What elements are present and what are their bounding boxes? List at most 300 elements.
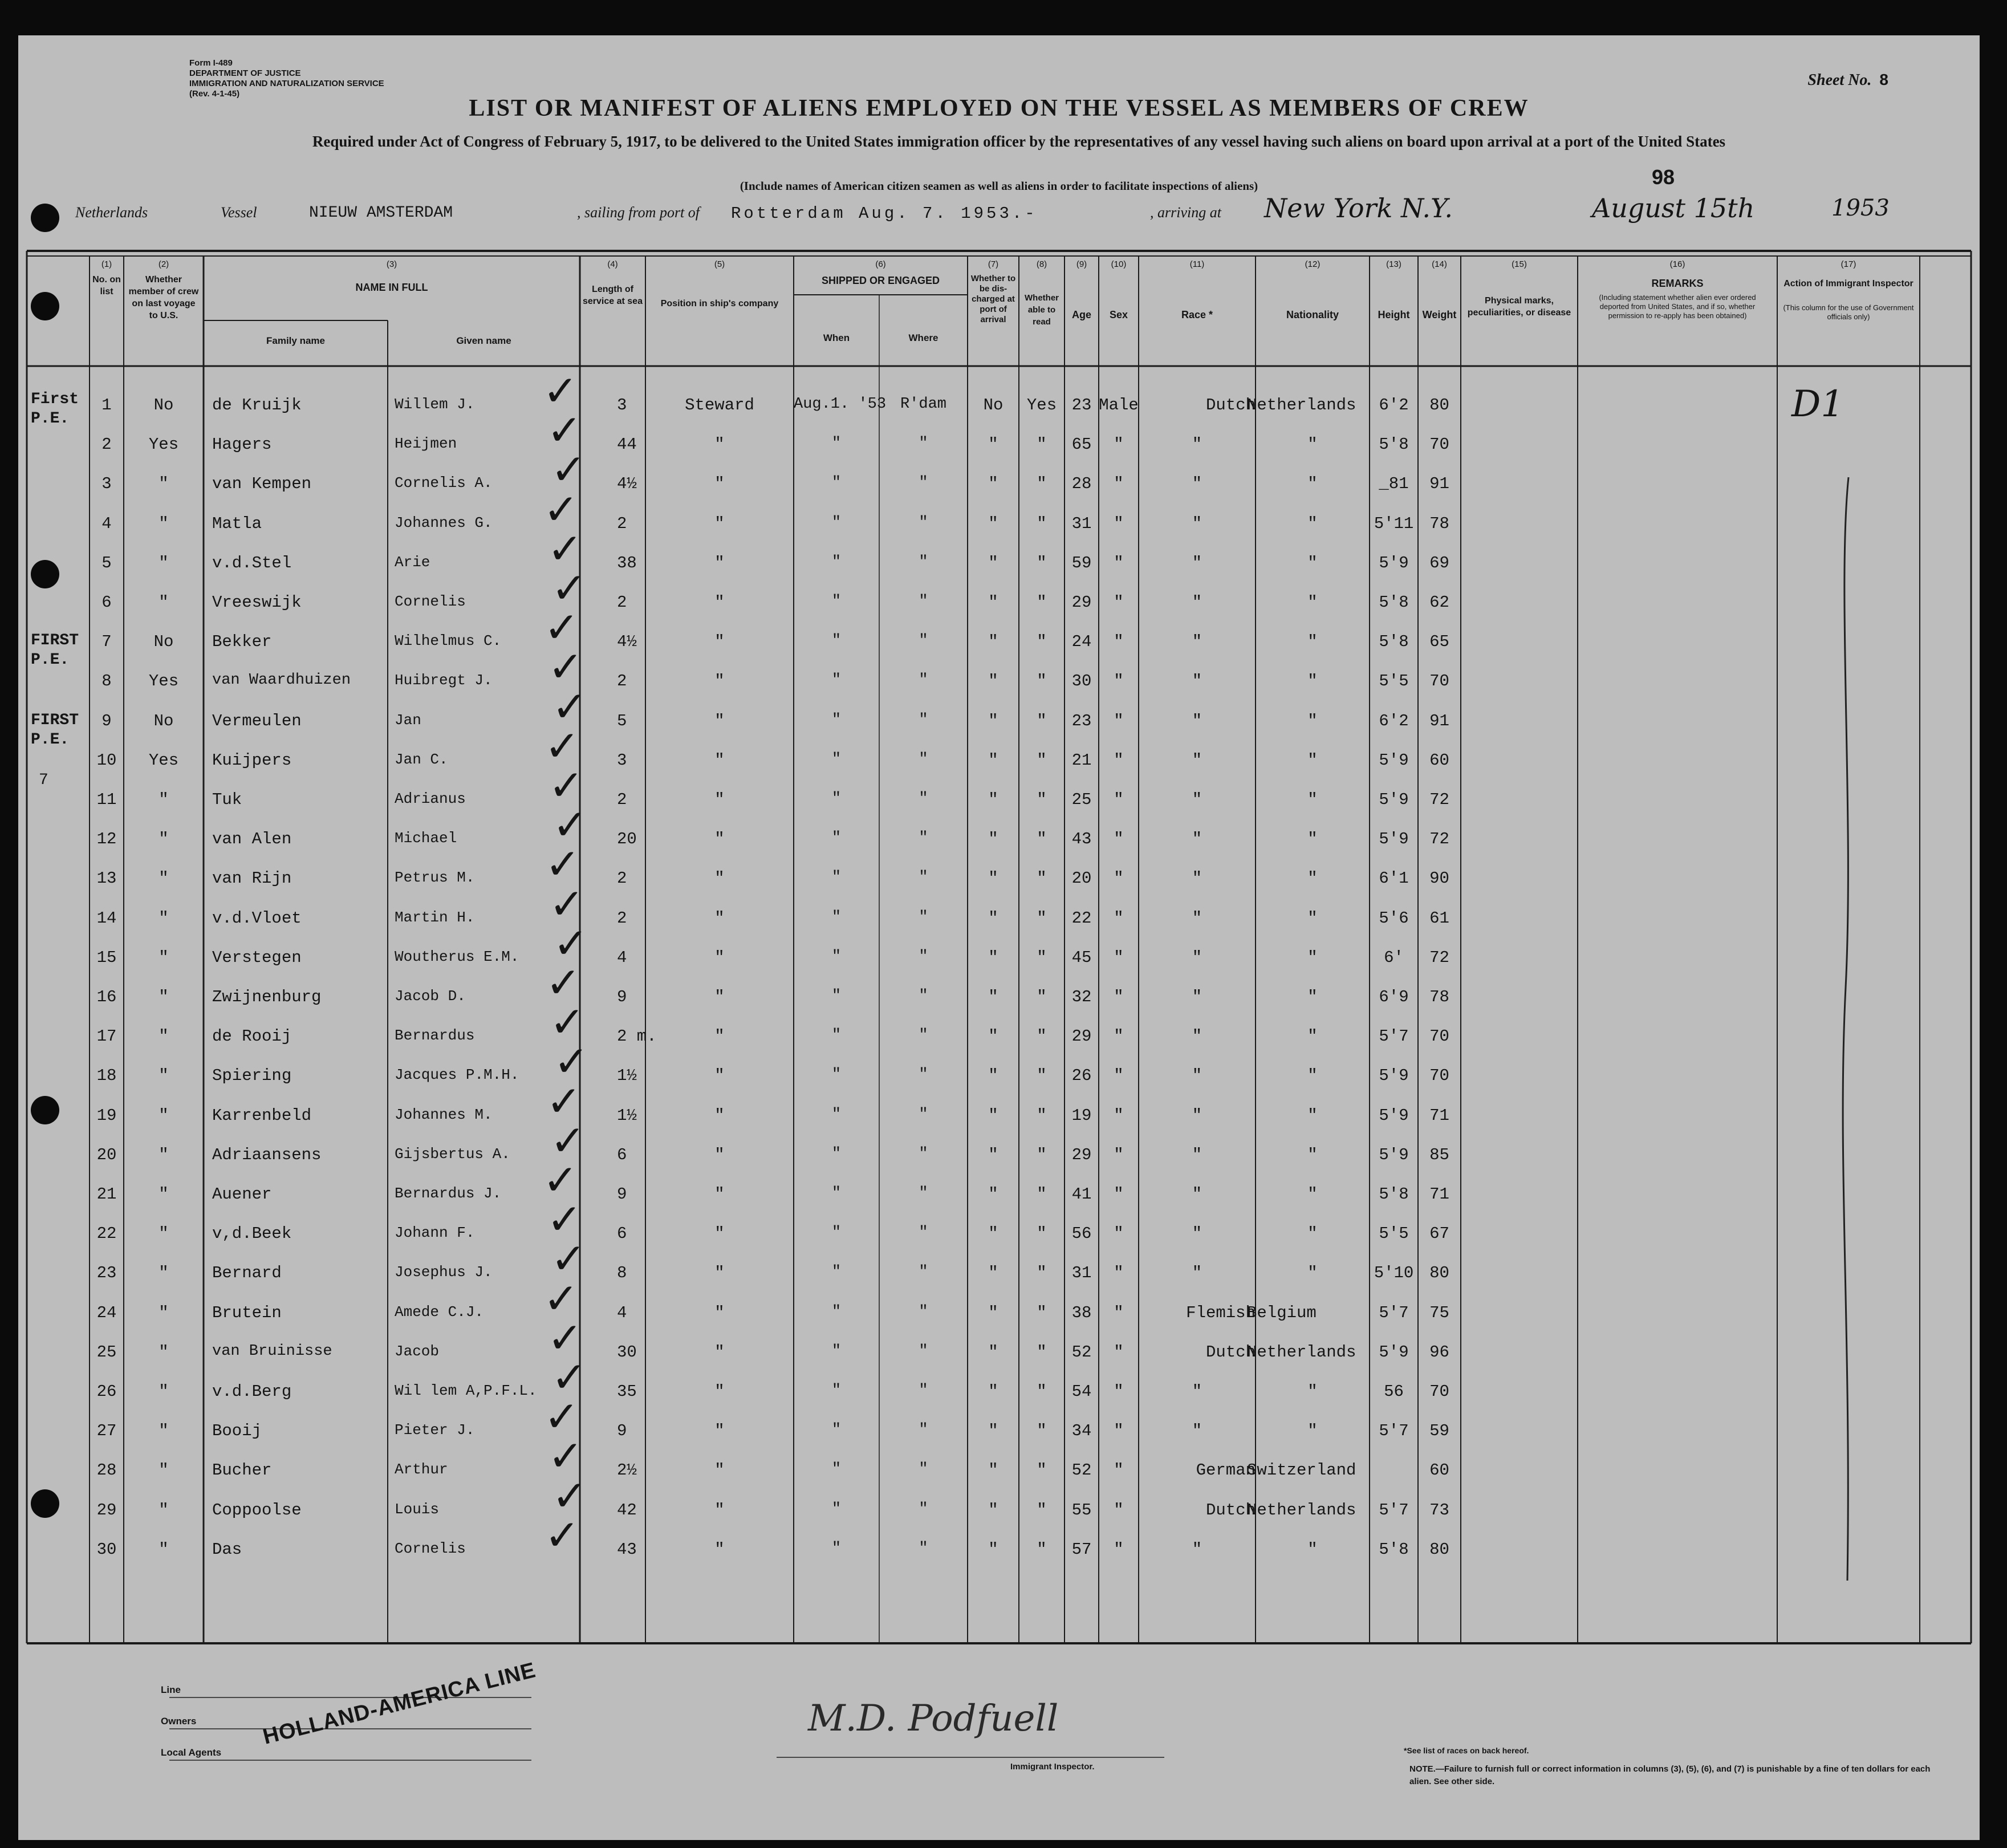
shipped-where-cell: " [919,1303,928,1321]
col-header: Whether to be dis-charged at port of arrival [970,274,1016,324]
shipped-where-cell: " [919,553,928,571]
race-cell: " [1192,750,1202,770]
height-cell: 5'8 [1379,1540,1409,1559]
nationality-cell: " [1307,908,1318,928]
family-name-cell: Spiering [212,1066,292,1086]
weight-cell: 59 [1429,1421,1449,1441]
inspector-signature: M.D. Podfuell [808,1697,1059,1740]
sex-cell: " [1114,1145,1124,1164]
shipped-where-cell: " [919,672,928,689]
weight-cell: 70 [1429,1027,1449,1046]
inspector-action-mark: D1 [1791,383,1845,425]
able-to-read-cell: " [1037,1066,1047,1086]
discharge-cell: " [988,1461,998,1480]
able-to-read-cell: " [1037,1106,1047,1125]
nationality-cell: Netherlands [1247,1342,1356,1362]
sex-cell: " [1114,553,1124,572]
discharge-cell: " [988,1421,998,1441]
sex-cell: " [1114,1303,1124,1322]
height-cell: 5'7 [1379,1027,1409,1046]
age-cell: 54 [1071,1382,1092,1401]
discharge-cell: " [988,750,998,770]
race-cell: " [1192,1066,1202,1086]
given-name-cell: Gijsbertus A. [395,1145,510,1163]
height-cell: 5'8 [1379,632,1409,652]
position-cell: " [714,474,725,494]
col-header: Whether member of crew on last voyage to U.S. [128,275,199,320]
given-name-cell: Wilhelmus C. [395,632,502,650]
arriving-label: , arriving at [1150,204,1221,221]
weight-cell: 65 [1429,632,1449,652]
age-cell: 52 [1071,1342,1092,1362]
able-to-read-cell: " [1037,672,1047,691]
able-to-read-cell: " [1037,1303,1047,1322]
able-to-read-cell: " [1037,908,1047,928]
nationality-cell: " [1307,1382,1318,1401]
height-cell: _81 [1379,474,1409,494]
service-length-cell: 44 [617,435,637,454]
owners-label: Owners [161,1716,197,1727]
weight-cell: 61 [1429,908,1449,928]
given-name-cell: Wil lem A,P.F.L. [395,1382,537,1399]
family-name-cell: Matla [212,514,262,533]
able-to-read-cell: " [1037,553,1047,572]
row-number-cell: 12 [96,830,117,849]
shipped-when-cell: " [831,1145,842,1163]
col-num: (10) [1111,259,1127,269]
able-to-read-cell: " [1037,1185,1047,1204]
prev-voyage-cell: " [159,1264,169,1283]
service-length-cell: 2 [617,672,627,691]
prev-voyage-cell: " [159,908,169,928]
discharge-cell: " [988,1145,998,1164]
weight-cell: 62 [1429,593,1449,612]
shipped-when-cell: " [831,672,842,689]
given-name-cell: Petrus M. [395,869,475,887]
row-number-cell: 18 [96,1066,117,1086]
position-cell: " [714,1106,725,1125]
able-to-read-cell: " [1037,435,1047,454]
sex-cell: " [1114,632,1124,652]
able-to-read-cell: " [1037,1264,1047,1283]
nationality-cell: " [1307,750,1318,770]
shipped-where-cell: " [919,908,928,926]
given-name-cell: Martin H. [395,908,475,926]
given-name-cell: Johannes G. [395,514,493,531]
discharge-cell: " [988,988,998,1006]
able-to-read-cell: " [1037,1027,1047,1046]
position-cell: " [714,1540,725,1559]
race-cell: " [1192,988,1202,1006]
discharge-cell: " [988,1540,998,1559]
prev-voyage-cell: " [159,1540,169,1559]
sex-cell: " [1114,1224,1124,1244]
prev-voyage-cell: " [159,1224,169,1244]
sex-cell: " [1114,1500,1124,1520]
family-name-cell: v.d.Stel [212,553,292,572]
discharge-cell: " [988,1027,998,1046]
sex-cell: " [1114,830,1124,849]
age-cell: 43 [1071,830,1092,849]
row-number-cell: 2 [101,435,112,454]
list-number: 98 [1652,165,1675,189]
family-name-cell: Bernard [212,1264,282,1283]
nationality-cell: " [1307,1185,1318,1204]
row-number-cell: 28 [96,1461,117,1480]
prev-voyage-cell: No [153,632,174,652]
service-length-cell: 4½ [617,474,637,494]
sex-cell: " [1114,1342,1124,1362]
shipped-when-cell: " [831,988,842,1005]
given-name-cell: Jacob D. [395,988,466,1005]
arrival-date: August 15th [1592,193,1755,224]
manifest-title: LIST OR MANIFEST OF ALIENS EMPLOYED ON THE VESSEL AS MEMBERS OF CREW [469,95,1529,121]
shipped-where-cell: " [919,790,928,807]
service-length-cell: 20 [617,830,637,849]
nationality-cell: " [1307,1106,1318,1125]
able-to-read-cell: " [1037,1224,1047,1244]
given-name-cell: Johannes M. [395,1106,493,1123]
shipped-when-cell: " [831,1342,842,1360]
age-cell: 55 [1071,1500,1092,1520]
position-cell: " [714,750,725,770]
able-to-read-cell: " [1037,1461,1047,1480]
service-length-cell: 9 [617,1185,627,1204]
prev-voyage-cell: " [159,1145,169,1164]
nationality-cell: " [1307,435,1318,454]
row-number-cell: 22 [96,1224,117,1244]
able-to-read-cell: " [1037,830,1047,849]
able-to-read-cell: " [1037,948,1047,967]
family-name-cell: Hagers [212,435,272,454]
weight-cell: 70 [1429,672,1449,691]
check-mark-icon: ✓ [543,485,579,534]
given-name-cell: Johann F. [395,1224,475,1242]
service-length-cell: 2 m. [617,1027,657,1046]
race-cell: " [1192,1382,1202,1401]
height-cell: 5'9 [1379,790,1409,809]
col-subheader-when: When [823,332,850,343]
prev-voyage-cell: " [159,1461,169,1480]
service-length-cell: 4 [617,1303,627,1322]
age-cell: 22 [1071,908,1092,928]
discharge-cell: " [988,1264,998,1283]
prev-voyage-cell: " [159,1106,169,1125]
discharge-cell: " [988,672,998,691]
sex-cell: " [1114,869,1124,888]
shipped-where-cell: " [919,1027,928,1045]
discharge-cell: " [988,1500,998,1520]
row-number-cell: 8 [101,672,112,691]
row-number-cell: 15 [96,948,117,967]
height-cell: 6' [1384,948,1404,967]
col-num: (4) [607,259,618,269]
agents-stamp: HOLLAND-AMERICA LINE [261,1658,539,1749]
col-num: (12) [1305,259,1321,269]
height-cell: 5'8 [1379,435,1409,454]
position-cell: " [714,1303,725,1322]
col-num: (3) [386,259,397,269]
col-num: (15) [1512,259,1527,269]
weight-cell: 75 [1429,1303,1449,1322]
able-to-read-cell: " [1037,790,1047,809]
prev-voyage-cell: " [159,948,169,967]
weight-cell: 96 [1429,1342,1449,1362]
discharge-cell: " [988,1185,998,1204]
row-number-cell: 13 [96,869,117,888]
family-name-cell: Karrenbeld [212,1106,312,1125]
weight-cell: 91 [1429,474,1449,494]
nationality-cell: " [1307,790,1318,809]
discharge-cell: " [988,474,998,494]
height-cell: 5'7 [1379,1500,1409,1520]
race-cell: Dutch [1205,1500,1256,1520]
given-name-cell: Willem J. [395,396,475,413]
able-to-read-cell: " [1037,1540,1047,1559]
shipped-where-cell: " [919,948,928,965]
col-header: Age [1071,309,1091,320]
nationality-cell: " [1307,672,1318,691]
age-cell: 32 [1071,988,1092,1006]
race-cell: Dutch [1205,1342,1256,1362]
height-cell: 5'9 [1379,750,1409,770]
height-cell: 5'8 [1379,1185,1409,1204]
col-header: Action of Immigrant Inspector [1783,279,1913,289]
sex-cell: " [1114,1382,1124,1401]
height-cell: 5'10 [1374,1264,1414,1283]
shipped-where-cell: " [919,435,928,453]
discharge-cell: " [988,711,998,730]
given-name-cell: Huibregt J. [395,672,493,689]
discharge-cell: No [983,396,1004,415]
check-mark-icon: ✓ [547,1195,583,1245]
prev-voyage-cell: " [159,593,169,612]
sex-cell: Male [1099,396,1139,415]
age-cell: 20 [1071,869,1092,888]
position-cell: " [714,869,725,888]
col-num: (14) [1432,259,1447,269]
check-mark-icon: ✓ [551,564,587,613]
given-name-cell: Arthur [395,1461,448,1479]
able-to-read-cell: " [1037,1382,1047,1401]
shipped-where-cell: " [919,1264,928,1281]
position-cell: " [714,632,725,652]
height-cell: 5'9 [1379,1066,1409,1086]
given-name-cell: Josephus J. [395,1264,493,1281]
discharge-cell: " [988,908,998,928]
height-cell: 5'9 [1379,1342,1409,1362]
family-name-cell: Bekker [212,632,272,652]
service-length-cell: 4 [617,948,627,967]
row-number-cell: 24 [96,1303,117,1322]
given-name-cell: Jacques P.M.H. [395,1066,519,1084]
height-cell: 6'1 [1379,869,1409,888]
arriving-port: New York N.Y. [1264,193,1453,224]
service-length-cell: 2 [617,514,627,533]
race-cell: " [1192,1540,1202,1559]
height-cell: 5'9 [1379,553,1409,572]
position-cell: " [714,711,725,730]
age-cell: 59 [1071,553,1092,572]
shipped-where-cell: " [919,1540,928,1557]
inspector-action-line [1831,474,1866,1586]
nationality-cell: " [1307,632,1318,652]
able-to-read-cell: " [1037,1421,1047,1441]
family-name-cell: de Rooij [212,1027,292,1046]
weight-cell: 69 [1429,553,1449,572]
service-length-cell: 43 [617,1540,637,1559]
discharge-cell: " [988,790,998,809]
family-name-cell: v.d.Vloet [212,908,302,928]
weight-cell: 67 [1429,1224,1449,1244]
col-num: (2) [158,259,169,269]
able-to-read-cell: " [1037,750,1047,770]
col-num: (11) [1189,259,1205,269]
manifest-sheet [18,35,1980,1840]
weight-cell: 60 [1429,750,1449,770]
shipped-where-cell: " [919,869,928,887]
shipped-where-cell: " [919,474,928,492]
col-num: (5) [714,259,725,269]
position-cell: " [714,1027,725,1046]
family-name-cell: Zwijnenburg [212,988,322,1006]
sex-cell: " [1114,948,1124,967]
nationality-cell: " [1307,553,1318,572]
discharge-cell: " [988,1224,998,1244]
form-dept: DEPARTMENT OF JUSTICE [189,68,301,78]
sex-cell: " [1114,750,1124,770]
height-cell: 5'5 [1379,1224,1409,1244]
form-number: Form I-489 [189,58,233,68]
age-cell: 19 [1071,1106,1092,1125]
given-name-cell: Cornelis [395,1540,466,1557]
weight-cell: 73 [1429,1500,1449,1520]
position-cell: " [714,1185,725,1204]
shipped-when-cell: " [831,1264,842,1281]
race-cell: " [1192,948,1202,967]
vessel-label: Vessel [221,204,257,221]
race-cell: " [1192,474,1202,494]
prev-voyage-cell: " [159,1027,169,1046]
able-to-read-cell: " [1037,1500,1047,1520]
col-header: Race * [1181,309,1213,320]
age-cell: 65 [1071,435,1092,454]
shipped-where-cell: " [919,750,928,768]
col-subheader-given: Given name [456,335,511,346]
row-number-cell: 23 [96,1264,117,1283]
age-cell: 38 [1071,1303,1092,1322]
col-header: Position in ship's company [660,299,779,308]
check-mark-icon: ✓ [549,761,584,810]
col-header: No. on list [92,275,121,297]
check-mark-icon: ✓ [545,840,581,890]
shipped-when-cell: " [831,869,842,887]
check-mark-icon: ✓ [550,998,586,1047]
height-cell: 6'2 [1379,396,1409,415]
height-cell: 5'6 [1379,908,1409,928]
sex-cell: " [1114,593,1124,612]
shipped-where-cell: " [919,1421,928,1439]
given-name-cell: Jacob [395,1342,440,1360]
check-mark-icon: ✓ [547,524,583,574]
nationality-cell: " [1307,1145,1318,1164]
shipped-when-cell: " [831,1461,842,1479]
position-cell: " [714,1145,725,1164]
discharge-cell: " [988,1106,998,1125]
family-name-cell: Adriaansens [212,1145,322,1164]
check-mark-icon: ✓ [543,1156,579,1205]
age-cell: 34 [1071,1421,1092,1441]
weight-cell: 71 [1429,1185,1449,1204]
race-cell: " [1192,1106,1202,1125]
discharge-cell: " [988,514,998,533]
shipped-when-cell: " [831,1421,842,1439]
position-cell: " [714,1264,725,1283]
family-name-cell: Brutein [212,1303,282,1322]
race-cell: " [1192,553,1202,572]
age-cell: 57 [1071,1540,1092,1559]
prev-voyage-cell: No [153,711,174,730]
col-subheader-where: Where [908,332,939,343]
sailing-label: , sailing from port of [577,204,700,221]
col-header: Weight [1422,309,1457,320]
shipped-when-cell: Aug.1. '53 [794,396,887,413]
service-length-cell: 1½ [617,1066,637,1086]
race-cell: " [1192,1421,1202,1441]
age-cell: 52 [1071,1461,1092,1480]
nationality-cell: " [1307,1224,1318,1244]
given-name-cell: Bernardus J. [395,1185,502,1202]
shipped-where-cell: " [919,632,928,650]
given-name-cell: Michael [395,830,457,847]
prev-voyage-cell: " [159,1382,169,1401]
weight-cell: 71 [1429,1106,1449,1125]
position-cell: " [714,988,725,1006]
sex-cell: " [1114,1421,1124,1441]
prev-voyage-cell: " [159,869,169,888]
margin-note: First P.E. [31,391,79,428]
able-to-read-cell: " [1037,474,1047,494]
col-header: Height [1378,309,1410,320]
footer-note-penalty: NOTE.—Failure to furnish full or correct information in columns (3), (5), (6), and (7) is punishable by a fine of ten dollars for each alien. See other side. [1409,1764,1931,1786]
position-cell: " [714,1461,725,1480]
agents-label: Local Agents [161,1747,222,1758]
prev-voyage-cell: " [159,1500,169,1520]
check-mark-icon: ✓ [553,919,589,968]
height-cell: 56 [1384,1382,1404,1401]
sheet-value: 8 [1879,71,1888,88]
family-name-cell: van Alen [212,830,292,849]
race-cell: " [1192,1027,1202,1046]
height-cell: 6'9 [1379,988,1409,1006]
check-mark-icon: ✓ [552,801,588,850]
shipped-when-cell: " [831,514,842,531]
given-name-cell: Arie [395,553,430,571]
able-to-read-cell: " [1037,711,1047,730]
position-cell: " [714,593,725,612]
service-length-cell: 38 [617,553,637,572]
age-cell: 28 [1071,474,1092,494]
height-cell: 5'9 [1379,1106,1409,1125]
shipped-where-cell: " [919,988,928,1005]
weight-cell: 72 [1429,830,1449,849]
check-mark-icon: ✓ [543,367,579,416]
sex-cell: " [1114,435,1124,454]
service-length-cell: 2 [617,908,627,928]
nationality-cell: " [1307,711,1318,730]
row-number-cell: 3 [101,474,112,494]
shipped-when-cell: " [831,908,842,926]
